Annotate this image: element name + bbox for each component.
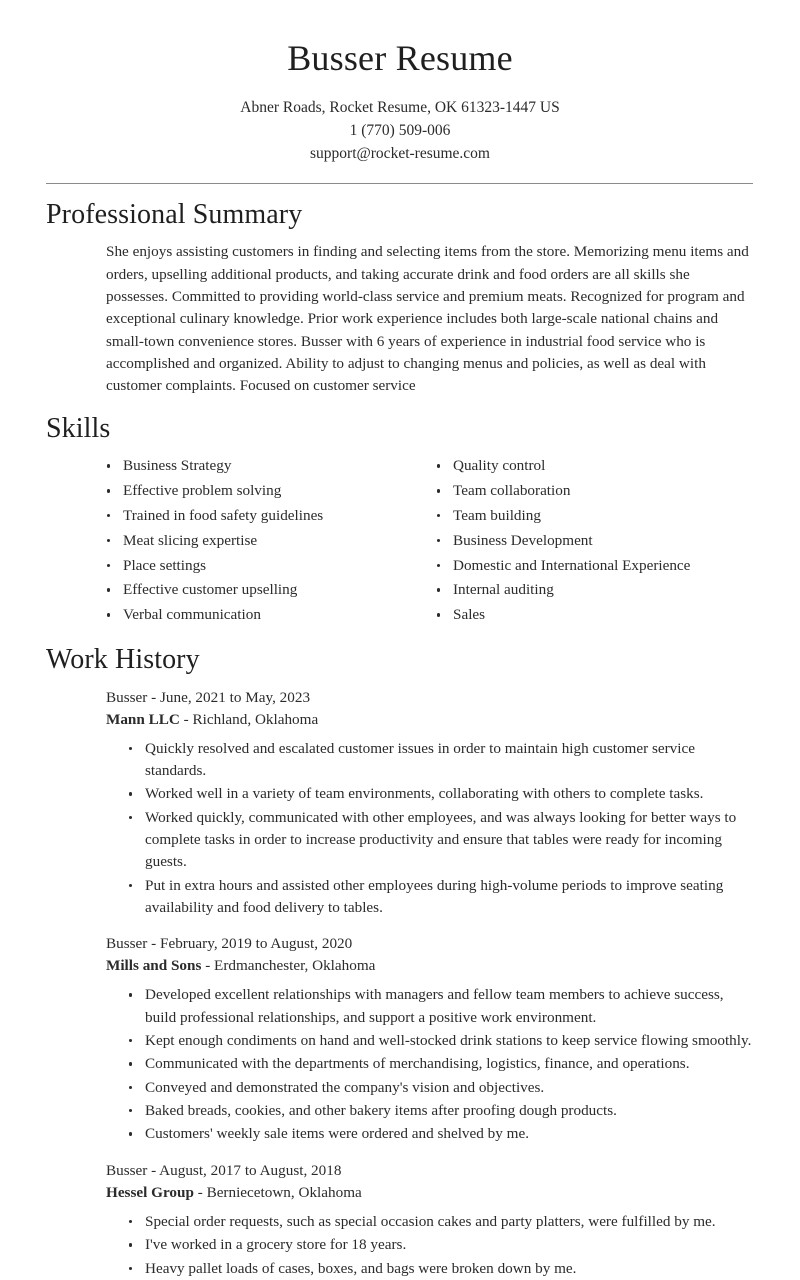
list-item: Developed excellent relationships with managers and fellow team members to achieve success, build professional relationships, and support a positive work environment. xyxy=(124,984,754,1029)
job-company: Mann LLC xyxy=(106,710,180,728)
job-company-line xyxy=(46,955,754,977)
job-company-line xyxy=(46,709,754,731)
section-heading-skills: Skills xyxy=(46,412,111,444)
list-item: Customers' weekly sale items were ordered and shelved by me. xyxy=(124,1123,754,1145)
list-item: Heavy pallet loads of cases, boxes, and bags were broken down by me. xyxy=(124,1258,754,1280)
job-bullet-list xyxy=(124,984,754,1145)
job-separator: - xyxy=(147,688,160,706)
job-location: Richland, Oklahoma xyxy=(192,710,319,728)
list-item: Special order requests, such as special occasion cakes and party platters, were fulfilled by me. xyxy=(124,1211,754,1233)
contact-email: support@rocket-resume.com xyxy=(310,144,490,162)
job-dates: February, 2019 to August, 2020 xyxy=(160,935,353,953)
list-item: Put in extra hours and assisted other employees during high-volume periods to improve seating availability and food delivery to tables. xyxy=(124,875,754,920)
section-professional-summary xyxy=(46,198,754,398)
job-separator: - xyxy=(193,1183,207,1201)
page-title: Busser Resume xyxy=(287,38,513,78)
section-skills xyxy=(46,412,754,629)
job-separator: - xyxy=(147,935,160,953)
section-heading-work-history: Work History xyxy=(46,643,200,675)
list-item: I've worked in a grocery store for 18 years. xyxy=(124,1234,754,1256)
skills-column-right xyxy=(432,455,762,629)
section-work-history xyxy=(46,643,754,1280)
list-item: Baked breads, cookies, and other bakery items after proofing dough products. xyxy=(124,1100,754,1122)
job-title: Busser xyxy=(106,688,148,706)
job-title: Busser xyxy=(106,1161,148,1179)
job-title-line xyxy=(46,687,754,709)
job-bullet-list xyxy=(124,1211,754,1280)
list-item: Meat slicing expertise xyxy=(102,530,432,553)
list-item: Kept enough condiments on hand and well-stocked drink stations to keep service flowing smoothly. xyxy=(124,1030,754,1052)
job-dates: June, 2021 to May, 2023 xyxy=(160,688,311,706)
list-item: Team building xyxy=(432,505,762,528)
list-item: Sales xyxy=(432,604,762,627)
resume-header xyxy=(46,38,754,184)
skills-columns xyxy=(46,455,754,629)
list-item: Quickly resolved and escalated customer issues in order to maintain high customer service standards. xyxy=(124,738,754,783)
job-title: Busser xyxy=(106,935,148,953)
job-separator: - xyxy=(179,710,193,728)
work-history-entry xyxy=(46,1160,754,1280)
list-item: Trained in food safety guidelines xyxy=(102,505,432,528)
job-separator: - xyxy=(147,1161,160,1179)
job-bullets xyxy=(46,738,754,920)
list-item: Business Strategy xyxy=(102,455,432,478)
list-item: Place settings xyxy=(102,555,432,578)
job-title-line xyxy=(46,1160,754,1182)
job-dates: August, 2017 to August, 2018 xyxy=(159,1161,342,1179)
summary-text: She enjoys assisting customers in finding and selecting items from the store. Memorizing menu items and orders, upselling additional products, and taking accurate drink and food orders are all skills she possesses. Committed to providing world-class service and premium meats. Recognized for program and exceptional culinary knowledge. Prior work experience includes both large-scale national chains and small-town convenience stores. Busser with 6 years of experience in industrial food service who is accomplished and organized. Ability to adjust to changing menus and policies, as well as deal with customer complaints. Focused on customer service xyxy=(106,243,749,395)
section-heading-professional-summary: Professional Summary xyxy=(46,198,303,230)
job-bullet-list xyxy=(124,738,754,920)
list-item: Domestic and International Experience xyxy=(432,555,762,578)
job-location: Berniecetown, Oklahoma xyxy=(206,1183,362,1201)
work-history-entry xyxy=(46,687,754,920)
contact-phone: 1 (770) 509-006 xyxy=(349,122,451,140)
work-history-entry xyxy=(46,933,754,1145)
list-item: Internal auditing xyxy=(432,579,762,602)
skills-list-right xyxy=(432,455,762,627)
list-item: Team collaboration xyxy=(432,480,762,503)
job-separator: - xyxy=(201,957,215,975)
job-title-line xyxy=(46,933,754,955)
contact-address: Abner Roads, Rocket Resume, OK 61323-1447 US xyxy=(240,99,560,117)
list-item: Quality control xyxy=(432,455,762,478)
summary-body xyxy=(46,241,754,397)
skills-list-left xyxy=(102,455,432,627)
header-divider xyxy=(46,183,753,184)
list-item: Verbal communication xyxy=(102,604,432,627)
job-company: Mills and Sons xyxy=(106,957,202,975)
job-company-line xyxy=(46,1182,754,1204)
job-company: Hessel Group xyxy=(106,1183,194,1201)
list-item: Worked quickly, communicated with other employees, and was always looking for better ways to complete tasks in order to increase productivity and ensure that tables were ready for incoming guests. xyxy=(124,807,754,874)
list-item: Effective customer upselling xyxy=(102,579,432,602)
job-bullets xyxy=(46,984,754,1145)
list-item: Communicated with the departments of merchandising, logistics, finance, and operations. xyxy=(124,1053,754,1075)
job-location: Erdmanchester, Oklahoma xyxy=(214,957,376,975)
skills-column-left xyxy=(102,455,432,629)
list-item: Conveyed and demonstrated the company's vision and objectives. xyxy=(124,1077,754,1099)
job-bullets xyxy=(46,1211,754,1280)
list-item: Effective problem solving xyxy=(102,480,432,503)
contact-block xyxy=(46,97,754,165)
list-item: Business Development xyxy=(432,530,762,553)
list-item: Worked well in a variety of team environments, collaborating with others to complete tasks. xyxy=(124,783,754,805)
